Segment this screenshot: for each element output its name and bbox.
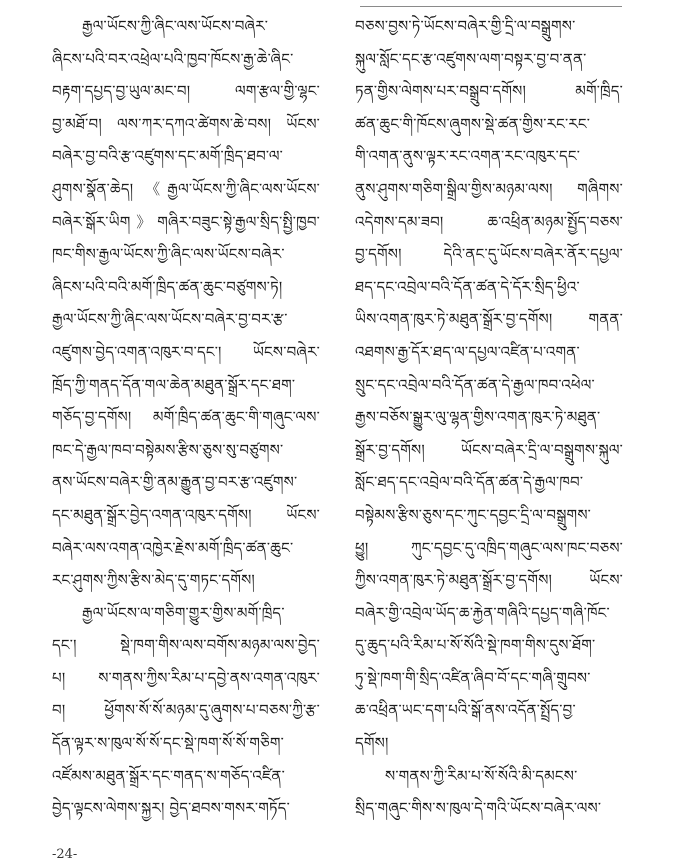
text-line: བཞེར་གྱི་འབྲེལ་ཡོད་ཆ་རྐྱེན་གཞིའི་དཔྱད་གཞི་ཁོང་ — [355, 603, 610, 622]
text-line: སློང་ཐད་དང་འབྲེལ་བའི་དོན་ཚན་དེ་རྒྱལ་ཁབ་ — [355, 473, 584, 492]
text-line: ཕྱུ། ཀུང་དབྱང་དུ་འཁྲིད་གཞུང་ལས་ཁང་བཅས་ — [355, 538, 623, 557]
header-rule — [360, 6, 622, 7]
text-line: འཛོམས་མཐུན་སྒྲོར་དང་གནད་ས་གཅོད་འཛིན་ — [52, 766, 285, 785]
left-column — [52, 10, 320, 825]
text-line: བསྟེམས་རྩིས་ཅུས་དང་ཀུང་དབྱང་དྲི་ལ་བསྒྲུགས་ — [355, 505, 591, 524]
text-line: ཤུགས་སྣོན་ཆེད། 《རྒྱལ་ཡོངས་ཀྱི་ཞིང་ལས་ཡོངས་ — [52, 179, 320, 198]
text-line: སྲུང་དང་འབྲེལ་བའི་དོན་ཚན་དེ་རྒྱལ་ཁབ་འཕེལ་ — [355, 375, 595, 394]
text-line: ཆ་འཕྲིན་ཡང་དག་པའི་སྒོ་ནས་འདོན་སྤྲོད་བྱ་ — [355, 701, 576, 720]
text-line: གཅོད་བྱ་དགོས། མགོ་ཁྲིད་ཚན་ཆུང་གི་གཞུང་ལས་ — [52, 408, 320, 427]
text-line: ནས་ཡོངས་བཞེར་གྱི་ནམ་རྒྱུན་བྱ་བར་རྩ་འཛུགས་ — [52, 473, 298, 492]
text-line: བརྟག་དཔྱད་བྱ་ཡུལ་མང་བ། ལག་རྩལ་གྱི་ལྷང་ — [52, 82, 320, 101]
text-line: འདེགས་དམ་ཟབ། ཆ་འཕྲིན་མཉམ་སྤྱོད་བཅས་ — [355, 212, 623, 231]
text-line: བཞེར་བྱ་བའི་རྩ་འཛུགས་དང་མགོ་ཁྲིད་ཐབ་ལ་ — [52, 147, 283, 166]
text-line: ཞིངས་པའི་བའི་མགོ་ཁྲིད་ཚན་ཆུང་བཙུགས་ཏེ། — [52, 277, 283, 296]
text-line: བཞེར་སྒོར་ཡིག》གཞིར་བཟུང་སྟེ་རྒྱལ་སྲིད་སྤྱི་ཁྱབ་ — [52, 212, 320, 231]
text-line: ཁྲོད་ཀྱི་གནད་དོན་གལ་ཆེན་མཐུན་སྒྲོར་དང་ཐག་ — [52, 375, 296, 394]
text-line: རྒྱས་བཅོས་སྒྱུར་ལུ་ལྷན་གྱིས་འགན་ཁུར་ཏེ་མཐུན་ — [355, 408, 601, 427]
text-line: དོན་ལྟར་ས་ཁུལ་སོ་སོ་དང་སྡེ་ཁག་སོ་སོ་གཅིག་ — [52, 734, 285, 753]
text-line: དུ་ཆུད་པའི་རིམ་པ་སོ་སོའི་སྡེ་ཁག་གིས་དུས་ཐོག་ — [355, 636, 596, 655]
text-line: གི་འགན་ནུས་ལྟར་རང་འགན་རང་འཁུར་དང་ — [355, 147, 581, 166]
text-line: དགོས། — [355, 734, 389, 753]
text-line: རྒྱལ་ཡོངས་ཀྱི་ཞིང་ལས་ཡོངས་བཞེར་ — [82, 17, 269, 35]
text-line: ཏན་གྱིས་ལེགས་པར་བསྒྲུབ་དགོས། མགོ་ཁྲིད་ — [355, 82, 623, 101]
text-line: འཛུགས་བྱེད་འགན་འཁུར་བ་དང་། ཡོངས་བཞེར་ — [52, 342, 320, 361]
text-line: བྱ་དགོས། དེའི་ནང་དུ་ཡོངས་བཞེར་ནོར་དཔྱལ་ — [355, 245, 623, 264]
text-line: ཞིངས་པའི་བར་འཕྲེལ་པའི་ཁྱབ་ཁོངས་རྒྱ་ཆེ་ཞིང་ — [52, 49, 294, 68]
text-line: ཁང་དེ་རྒྱལ་ཁབ་བསྟེམས་རྩིས་ཅུས་སུ་བཙུགས་ — [52, 440, 284, 459]
text-line: སྐུལ་སློང་དང་རྩ་འཛུགས་ལག་བསྟར་བྱ་བ་ནན་ — [355, 49, 587, 68]
text-line: རང་ཤུགས་ཀྱིས་རྩིས་མེད་དུ་གཏང་དགོས། — [52, 571, 255, 590]
text-line: འཐགས་རྒྱ་དོར་ཐད་ལ་དཔྱལ་འཛིན་པ་འགན་ — [355, 342, 580, 361]
text-line: བཅས་བྱས་ཏེ་ཡོངས་བཞེར་གྱི་དྲི་ལ་བསྒྲུགས་ — [355, 17, 576, 35]
text-line: ཡིས་འགན་ཁུར་ཏེ་མཐུན་སྒྲོར་བྱ་དགོས། གནན་ — [355, 310, 623, 329]
text-line: སྲིད་གཞུང་གིས་ས་ཁུལ་དེ་གའི་ཡོངས་བཞེར་ལས་ — [355, 799, 602, 818]
text-line: ཐད་དང་འབྲེལ་བའི་དོན་ཚན་དེ་དོར་སྲིད་ཕྱིའ་ — [355, 277, 580, 296]
text-line: ཚན་ཆུང་གི་ཁོངས་ཞུགས་སྡེ་ཚན་གྱིས་རང་རང་ — [355, 114, 591, 133]
text-line: བྱེད་ལྟངས་ལེགས་སྐྱར། བྱེད་ཐབས་གསར་གཏོད་ — [52, 799, 290, 818]
text-line: བྱ་མཐོ་བ། ལས་ཀར་དཀའ་ཚེགས་ཆེ་བས། ཡོངས་ — [52, 114, 320, 133]
text-line: ཏུ་སྡེ་ཁག་གི་སྲིད་འཛིན་ཞིབ་བོ་དང་གཞི་གྲུབས་ — [355, 668, 591, 687]
right-column — [355, 10, 623, 825]
text-line: རྒྱལ་ཡོངས་ལ་གཅིག་གྱུར་གྱིས་མགོ་ཁྲིད་ — [82, 603, 285, 622]
page-number: -24- — [52, 847, 78, 862]
text-line: དང་མཐུན་སྒྲོར་བྱེད་འགན་འཁུར་དགོས། ཡོངས་ — [52, 505, 320, 524]
text-line: བ། ཕྱོགས་སོ་སོ་མཉམ་དུ་ཞུགས་པ་བཅས་ཀྱི་རྩ་ — [52, 701, 320, 720]
text-line: སྒྲོར་བྱ་དགོས། ཡོངས་བཞེར་དྲི་ལ་བསྒྲུགས་སྐུལ་ — [355, 440, 623, 459]
text-line: ཁང་གིས་རྒྱལ་ཡོངས་ཀྱི་ཞིང་ལས་ཡོངས་བཞེར་ — [52, 245, 285, 264]
text-line: རྒྱལ་ཡོངས་ཀྱི་ཞིང་ལས་ཡོངས་བཞེར་བྱ་བར་རྩ་ — [52, 310, 288, 329]
text-line: ཀྱིས་འགན་ཁུར་ཏེ་མཐུན་སྒྲོར་བྱ་དགོས། ཡོངས་ — [355, 571, 623, 590]
text-line: ནུས་ཤུགས་གཅིག་སྒྲིལ་གྱིས་མཉམ་ལས། གཞིགས་ — [355, 179, 623, 198]
text-line: དང་། སྡེ་ཁག་གིས་ལས་བགོས་མཉམ་ལས་བྱེད་ — [52, 636, 320, 655]
text-line: བཞེར་ལས་འགན་འཁྱེར་རྗེས་མགོ་ཁྲིད་ཚན་ཆུང་ — [52, 538, 294, 557]
text-line: ས་གནས་ཀྱི་རིམ་པ་སོ་སོའི་མི་དམངས་ — [385, 766, 578, 785]
text-line: པ། ས་གནས་ཀྱིས་རིམ་པ་དབྱེ་ནས་འགན་འཁུར་ — [52, 668, 320, 687]
